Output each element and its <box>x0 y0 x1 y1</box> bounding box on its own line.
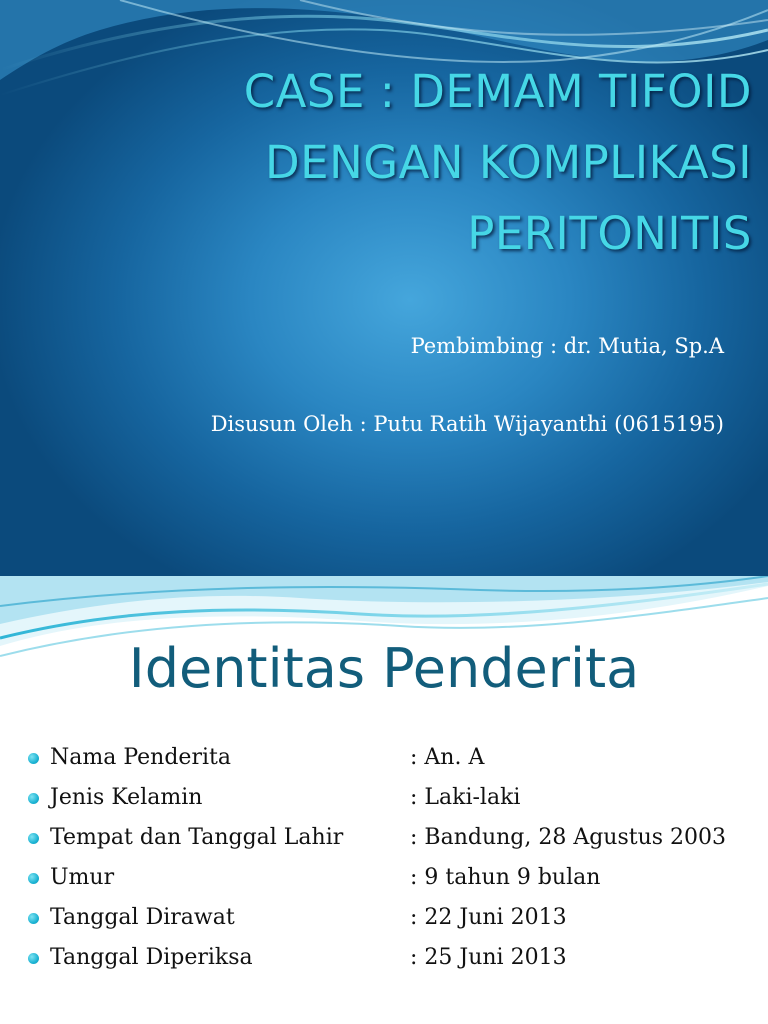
list-item <box>28 778 758 818</box>
title-line-3: PERITONITIS <box>467 207 752 260</box>
author-text: Disusun Oleh : Putu Ratih Wijayanthi (0615195) <box>210 412 724 436</box>
title-line-1: CASE : DEMAM TIFOID <box>243 65 752 118</box>
field-label: Tempat dan Tanggal Lahir <box>50 825 344 850</box>
bullet-icon <box>28 873 39 884</box>
field-label: Nama Penderita <box>50 745 231 770</box>
bullet-icon <box>28 833 39 844</box>
list-item <box>28 898 758 938</box>
field-label: Umur <box>50 865 115 890</box>
list-item <box>28 738 758 778</box>
list-item <box>28 858 758 898</box>
field-value: : An. A <box>410 745 485 770</box>
field-value: : Laki-laki <box>410 785 521 810</box>
field-value: : 25 Juni 2013 <box>410 945 567 970</box>
bullet-icon <box>28 953 39 964</box>
identity-slide <box>0 576 768 1024</box>
field-value: : 22 Juni 2013 <box>410 905 567 930</box>
field-label: Tanggal Diperiksa <box>50 945 253 970</box>
identity-list <box>28 738 758 978</box>
pembimbing-text: Pembimbing : dr. Mutia, Sp.A <box>410 334 724 358</box>
bullet-icon <box>28 913 39 924</box>
bullet-icon <box>28 753 39 764</box>
list-item <box>28 938 758 978</box>
slide-heading: Identitas Penderita <box>128 637 640 700</box>
title-line-2: DENGAN KOMPLIKASI <box>265 136 752 189</box>
field-value: : 9 tahun 9 bulan <box>410 865 601 890</box>
list-item <box>28 818 758 858</box>
bullet-icon <box>28 793 39 804</box>
field-label: Tanggal Dirawat <box>50 905 235 930</box>
field-label: Jenis Kelamin <box>50 785 203 810</box>
field-value: : Bandung, 28 Agustus 2003 <box>410 825 727 850</box>
slide-title <box>152 56 752 269</box>
